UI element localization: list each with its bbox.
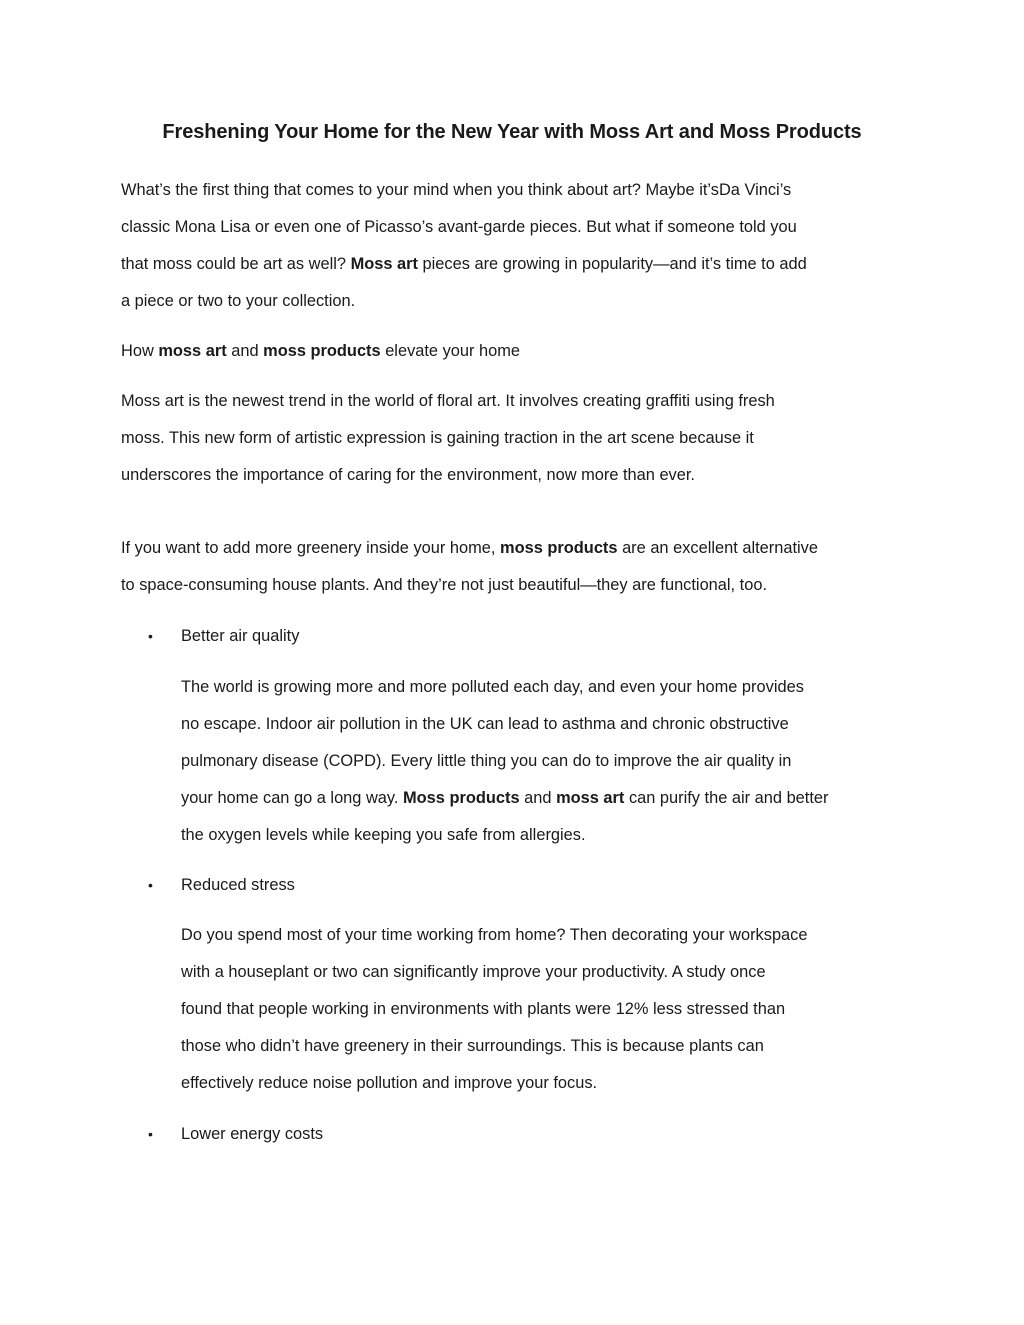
keyword-moss-products: Moss products — [403, 789, 520, 807]
moss-art-line-1: Moss art is the newest trend in the world of floral art. It involves creating graffiti using fresh — [121, 392, 775, 410]
bullet-item-air-quality — [148, 618, 299, 655]
subheading-text: elevate your home — [380, 342, 521, 360]
bullet-item-energy-costs — [148, 1116, 323, 1153]
intro-line-4: a piece or two to your collection. — [121, 292, 356, 310]
bullet-icon: • — [148, 877, 153, 893]
keyword-moss-products: moss products — [263, 342, 381, 360]
keyword-moss-art: Moss art — [350, 255, 418, 273]
air-quality-line-3: pulmonary disease (COPD). Every little thing you can do to improve the air quality in — [181, 752, 792, 770]
bullet-item-reduced-stress — [148, 867, 295, 904]
bullet-label: Better air quality — [181, 627, 300, 645]
air-quality-line-4 — [181, 780, 911, 817]
greenery-line-2: to space-consuming house plants. And they’re not just beautiful—they are functional, too. — [121, 576, 768, 594]
keyword-moss-art: moss art — [158, 342, 227, 360]
moss-art-line-2: moss. This new form of artistic expression is gaining traction in the art scene because it — [121, 429, 754, 447]
greenery-text: are an excellent alternative — [617, 539, 818, 557]
intro-line-1: What’s the first thing that comes to your mind when you think about art? Maybe it’sDa Vinci’s — [121, 181, 792, 199]
air-quality-text: and — [519, 789, 557, 807]
bullet-icon: • — [148, 628, 153, 644]
bullet-label: Reduced stress — [181, 876, 295, 894]
air-quality-line-2: no escape. Indoor air pollution in the UK can lead to asthma and chronic obstructive — [181, 715, 789, 733]
reduced-stress-line-1: Do you spend most of your time working from home? Then decorating your workspace — [181, 926, 808, 944]
intro-line-2: classic Mona Lisa or even one of Picasso’s avant-garde pieces. But what if someone told you — [121, 218, 797, 236]
moss-art-line-3: underscores the importance of caring for the environment, now more than ever. — [121, 466, 695, 484]
subheading-text: How — [121, 342, 159, 360]
intro-text: that moss could be art as well? — [121, 255, 351, 273]
intro-line-3 — [121, 246, 911, 283]
reduced-stress-line-4: those who didn’t have greenery in their surroundings. This is because plants can — [181, 1037, 764, 1055]
air-quality-text: your home can go a long way. — [181, 789, 404, 807]
greenery-text: If you want to add more greenery inside your home, — [121, 539, 501, 557]
greenery-line-1 — [121, 530, 911, 567]
air-quality-text: can purify the air and better — [624, 789, 829, 807]
bullet-icon: • — [148, 1126, 153, 1142]
intro-text: pieces are growing in popularity—and it’s time to add — [418, 255, 807, 273]
keyword-moss-products: moss products — [500, 539, 618, 557]
document-title: Freshening Your Home for the New Year with Moss Art and Moss Products — [162, 121, 862, 143]
reduced-stress-line-3: found that people working in environments with plants were 12% less stressed than — [181, 1000, 786, 1018]
bullet-label: Lower energy costs — [181, 1125, 324, 1143]
subheading-text: and — [226, 342, 264, 360]
reduced-stress-line-5: effectively reduce noise pollution and improve your focus. — [181, 1074, 598, 1092]
air-quality-line-5: the oxygen levels while keeping you safe from allergies. — [181, 826, 586, 844]
section-subheading — [121, 333, 911, 370]
keyword-moss-art: moss art — [556, 789, 625, 807]
reduced-stress-line-2: with a houseplant or two can significantly improve your productivity. A study once — [181, 963, 766, 981]
air-quality-line-1: The world is growing more and more polluted each day, and even your home provides — [181, 678, 804, 696]
